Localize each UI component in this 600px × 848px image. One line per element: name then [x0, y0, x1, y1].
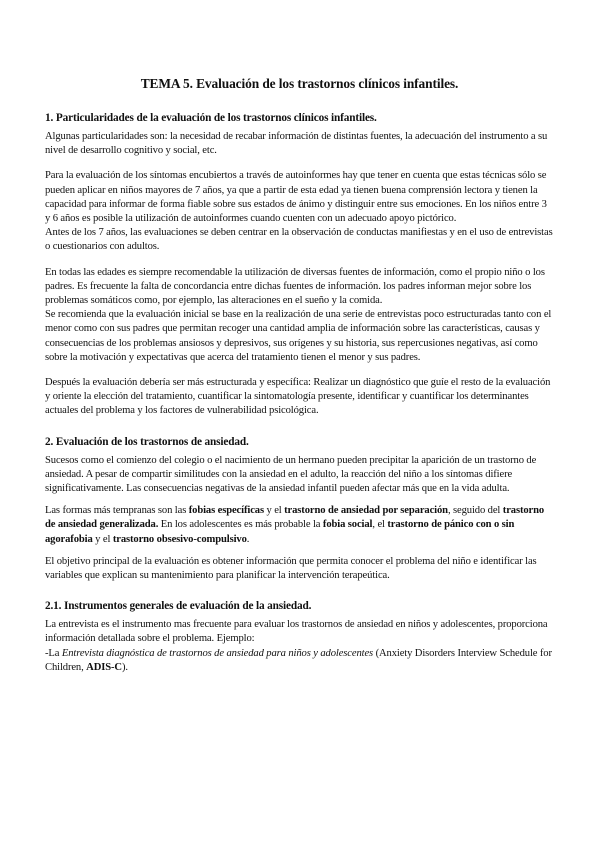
section-1-heading: 1. Particularidades de la evaluación de los trastornos clínicos infantiles. — [45, 112, 377, 124]
s2-p2-text-7: . — [246, 533, 250, 545]
s21-p2-italic-1: Entrevista diagnóstica de trastornos de ansiedad para niños y adolescentes — [61, 647, 374, 659]
s21-p2-text-2: (Anxiety Disorders Interview Schedule for Children, — [45, 647, 552, 673]
s21-p2-text-1: -La — [45, 647, 62, 659]
s1-paragraph-6: Después la evaluación debería ser más estructurada y específica: Realizar un diagnóstico que guíe el resto de la evaluación y oriente la elección del tratamiento, cuantificar la sintomatología presente, identificar y cuantificar los determinantes actuales del problema y los factores de vulnerabilidad psicológica. — [45, 377, 551, 417]
document-title: TEMA 5. Evaluación de los trastornos clínicos infantiles. — [140, 76, 459, 91]
s2-p2-text-6: y el — [92, 533, 113, 545]
s1-paragraph-1: Algunas particularidades son: la necesidad de recabar información de distintas fuentes, la adecuación del instrumento a su nivel de desarrollo cognitivo y social, etc. — [45, 131, 548, 157]
s2-p2-bold-4: fobia social — [322, 519, 373, 531]
s2-p2-bold-2: trastorno de ansiedad por separación — [284, 505, 448, 517]
s21-paragraph-2 — [45, 647, 554, 675]
s2-paragraph-3: El objetivo principal de la evaluación es obtener información que permita conocer el problema del niño e identificar las variables que explican su mantenimiento para planificar la intervención terapeútica. — [45, 555, 537, 582]
s2-p2-text-3: , seguido del — [447, 505, 503, 517]
s2-p2-bold-5: trastorno de pánico con o sin agorafobia — [45, 519, 515, 545]
s2-p2-text-1: Las formas más tempranas son las — [45, 505, 189, 517]
s2-p2-text-4: En los adolescentes es más probable la — [158, 519, 323, 531]
s1-paragraph-3: Antes de los 7 años, las evaluaciones se deben centrar en la observación de conductas manifiestas y en el uso de entrevistas o cuestionarios con adultos. — [45, 227, 553, 253]
s2-paragraph-2 — [45, 504, 554, 547]
s1-paragraph-2: Para la evaluación de los síntomas encubiertos a través de autoinformes hay que tener en cuenta que estas técnicas sólo se pueden aplicar en niños mayores de 7 años, ya que a partir de esta edad ya tienen buena comprensión lectora y tienen la capacidad para informar de forma fiable sobre sus estados de ánimo y distinguir entre sus emociones. En los niños entre 3 y 6 años es posible la utilización de autoinformes cuando cuenten con un adecuado apoyo pictórico. — [45, 170, 547, 225]
s1-paragraph-4: En todas las edades es siempre recomendable la utilización de diversas fuentes de información, como el propio niño o los padres. Es frecuente la falta de concordancia entre dichas fuentes de información. los padres informan mejor sobre los problemas somáticos como, por ejemplo, las alteraciones en el sueño y la comida. — [45, 266, 545, 307]
s1-paragraph-5: Se recomienda que la evaluación inicial se base en la realización de una serie de entrevistas poco estructuradas tanto con el menor como con sus padres que permitan recoger una cantidad amplia de información sobre las características, causas y consecuencias de los problemas ansiosos y depresivos, sus orígenes y su historia, sus repercusiones negativas, así como sobre la motivación y expectativas que acerca del tratamiento tienen el menor y sus padres. — [45, 309, 552, 363]
s2-p2-bold-1: fobias específicas — [188, 505, 264, 517]
section-2-heading: 2. Evaluación de los trastornos de ansiedad. — [45, 435, 249, 448]
s2-p2-text-5: , el — [372, 519, 388, 531]
s2-p2-bold-3: trastorno de ansiedad generalizada. — [45, 505, 545, 531]
s21-p2-text-3: ). — [121, 661, 128, 673]
s2-paragraph-1: Sucesos como el comienzo del colegio o el nacimiento de un hermano pueden precipitar la aparición de un trastorno de ansiedad. A pesar de compartir similitudes con la ansiedad en el adulto, la reacción del niño a los síntomas difiere significativamente. Las consecuencias negativas de la ansiedad infantil pueden afectar más que en la vida adulta. — [45, 454, 537, 495]
s21-p2-bold-1: ADIS-C — [86, 661, 122, 673]
s2-p2-bold-6: trastorno obsesivo-compulsivo — [112, 533, 247, 545]
s2-p2-text-2: y el — [263, 505, 285, 517]
section-2-1-heading: 2.1. Instrumentos generales de evaluación de la ansiedad. — [45, 600, 312, 613]
s21-paragraph-1: La entrevista es el instrumento mas frecuente para evaluar los trastornos de ansiedad en niños y adolescentes, proporciona información detallada sobre el problema. Ejemplo: — [45, 619, 548, 645]
